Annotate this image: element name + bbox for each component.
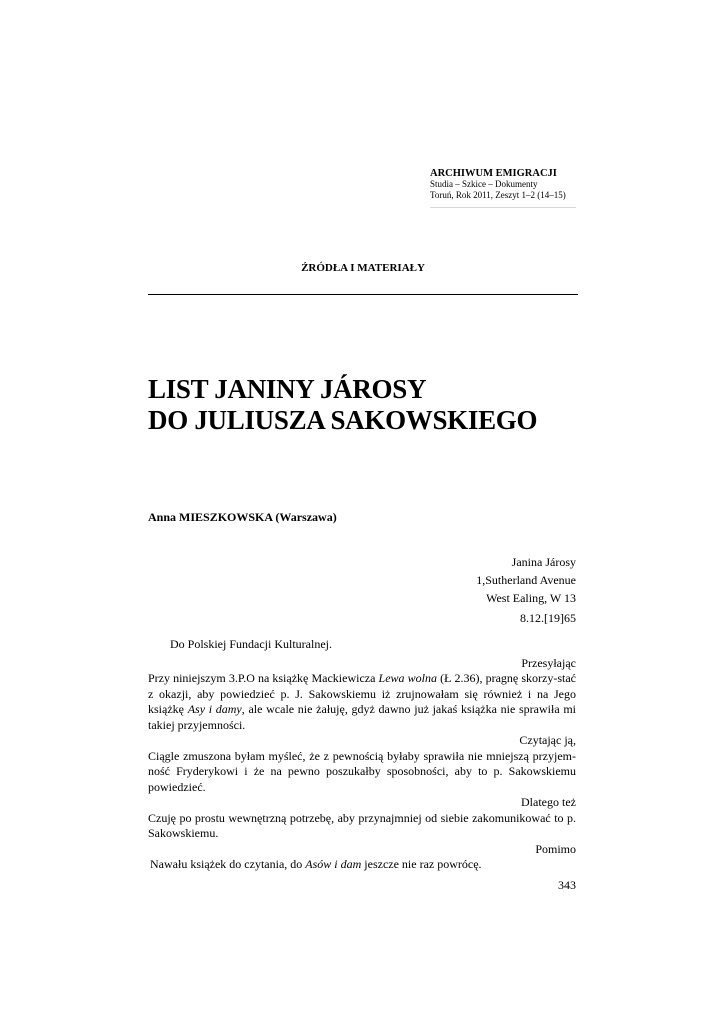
book-title-lewa-wolna: Lewa wolna <box>378 671 437 685</box>
paragraph-1 <box>148 671 576 733</box>
sender-name: Janina Járosy <box>511 555 576 569</box>
article-title-line-2: DO JULIUSZA SAKOWSKIEGO <box>148 405 538 435</box>
paragraph-1-text-e: , ale wcale nie żałuję, gdyż dawno już jakaś książka nie sprawiła mi takiej przyjemności. <box>148 702 577 732</box>
paragraph-2-lead: Czytając ją, <box>519 733 576 747</box>
letter-date: 8.12.[19]65 <box>520 611 576 625</box>
paragraph-1-text-c: (Ł 2.36), pragnę skorzy-stać z okazji, aby powiedzieć p. J. Sakowskiemu iż zrujnowałam się również i na Jego książkę <box>148 671 576 716</box>
paragraph-3: Czuję po prostu wewnętrzną potrzebę, aby przynajmniej od siebie zakomunikować to p. Sakowskiemu. <box>148 810 576 840</box>
paragraph-4-text-c: jeszcze nie raz powrócę. <box>361 857 482 871</box>
paragraph-4 <box>148 857 576 873</box>
sender-address <box>400 553 576 607</box>
journal-issue: Toruń, Rok 2011, Zeszyt 1–2 (14–15) <box>430 190 566 200</box>
page-number: 343 <box>558 878 576 892</box>
paragraph-4-lead: Pomimo <box>535 841 576 856</box>
sender-street: 1,Sutherland Avenue <box>476 573 576 587</box>
section-divider <box>148 294 578 295</box>
journal-subtitle: Studia – Szkice – Dokumenty <box>430 179 538 189</box>
letter-body <box>148 637 576 873</box>
section-heading: ŹRÓDŁA I MATERIAŁY <box>301 262 425 274</box>
book-title-asow-i-dam: Asów i dam <box>305 857 362 871</box>
letter-salutation: Do Polskiej Fundacji Kulturalnej. <box>170 637 332 651</box>
journal-title: ARCHIWUM EMIGRACJI <box>430 168 557 179</box>
paragraph-4-text-a: Nawału książek do czytania, do <box>150 857 306 871</box>
sender-city: West Ealing, W 13 <box>486 591 576 605</box>
article-title-line-1: LIST JANINY JÁROSY <box>148 374 427 404</box>
paragraph-3-lead: Dlatego też <box>521 795 576 809</box>
paragraph-2: Ciągle zmuszona byłam myśleć, że z pewnością byłaby sprawiła nie mniejszą przyjem-ność Fryderykowi i że na pewno poszukałby sposobności, aby to p. Sakowskiemu powiedzieć. <box>148 748 576 794</box>
journal-divider <box>430 207 576 208</box>
article-author: Anna MIESZKOWSKA (Warszawa) <box>148 510 337 524</box>
paragraph-1-lead: Przesyłając <box>521 655 576 670</box>
journal-header <box>430 168 576 201</box>
article-title <box>148 374 588 436</box>
book-title-asy-i-damy: Asy i damy <box>187 702 242 716</box>
paragraph-1-text-a: Przy niniejszym 3.P.O na książkę Mackiewicza <box>148 671 379 685</box>
